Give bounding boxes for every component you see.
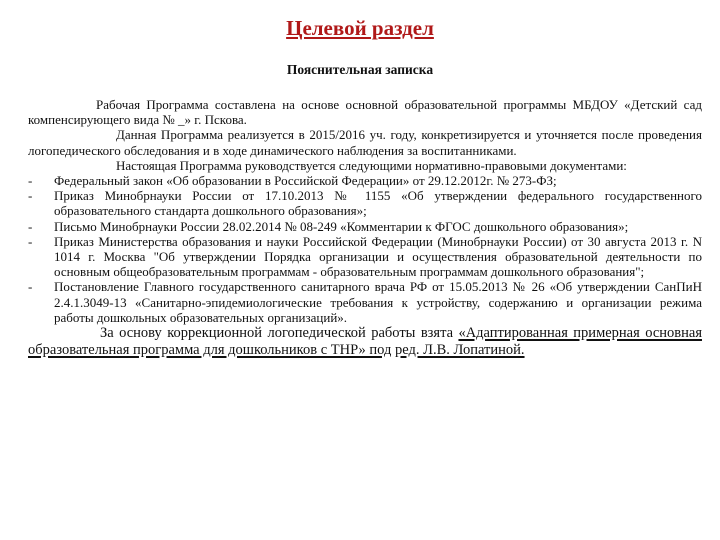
list-item	[28, 234, 702, 280]
closing-text: За основу коррекционной логопедической работы взята	[100, 325, 459, 342]
list-item-text: Приказ Министерства образования и науки Российской Федерации (Минобрнауки России) от 30 августа 2013 г. N 1014 г. Москва "Об утверждении Порядка организации и осуществления образовательной деятельности по основным общеобразовательным программам - образовательным программам дошкольного образования";	[54, 233, 702, 280]
closing-paragraph	[28, 325, 702, 359]
list-item	[28, 173, 702, 188]
list-item-text: Постановление Главного государственного санитарного врача РФ от 15.05.2013 № 26 «Об утверждении СанПиН 2.4.1.3049-13 «Санитарно-эпидемиологические требования к устройству, содержанию и организации режима работы дошкольных образовательных организаций».	[54, 279, 702, 325]
paragraph-regulations-intro: Настоящая Программа руководствуется следующими нормативно-правовыми документами:	[116, 157, 627, 173]
list-item	[28, 279, 702, 325]
list-item	[28, 219, 702, 234]
paragraph-program-basis: Рабочая Программа составлена на основе основной образовательной программы МБДОУ «Детский сад компенсирующего вида № _» г. Пскова.	[28, 97, 702, 128]
list-marker: -	[28, 218, 33, 234]
list-item-text: Федеральный закон «Об образовании в Российской Федерации» от 29.12.2012г. № 273-ФЗ;	[54, 173, 557, 189]
list-marker: -	[28, 279, 33, 295]
program-reference: «Адаптированная примерная основная образовательная программа для дошкольников с ТНР» под ред. Л.В. Лопатиной.	[28, 325, 702, 359]
page-title: Целевой раздел	[286, 16, 434, 40]
regulations-list	[28, 173, 702, 325]
paragraph-program-period: Данная Программа реализуется в 2015/2016 уч. году, конкретизируется и уточняется после проведения логопедического обследования и в ходе динамического наблюдения за воспитанниками.	[28, 127, 702, 158]
section-subtitle: Пояснительная записка	[286, 62, 434, 77]
list-item-text: Приказ Минобрнауки России от 17.10.2013 № 1155 «Об утверждении федерального государственного образовательного стандарта дошкольного образования»;	[54, 188, 702, 219]
list-marker: -	[28, 188, 33, 204]
list-item	[28, 188, 702, 218]
list-marker: -	[28, 233, 33, 249]
list-item-text: Письмо Минобрнауки России 28.02.2014 № 08-249 «Комментарии к ФГОС дошкольного образования»;	[54, 218, 629, 234]
list-marker: -	[28, 173, 33, 189]
document-body	[28, 97, 702, 359]
